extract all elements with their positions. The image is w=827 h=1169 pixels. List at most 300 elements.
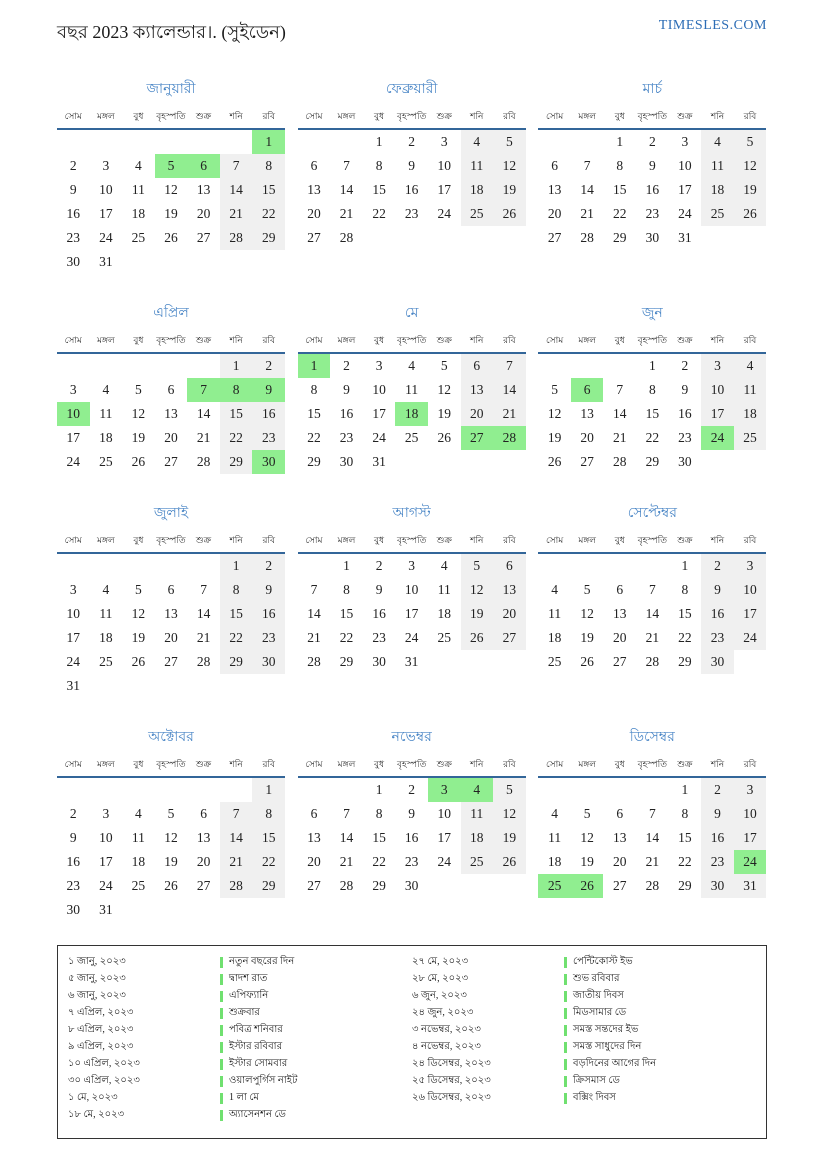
weekday-header: রবি [503,335,516,345]
day-cell: 16 [252,602,285,626]
day-cell: 5 [583,806,591,821]
legend-date: ৪ নভেম্বর, ২০২৩ [412,1041,481,1052]
day-cell: 23 [252,626,285,650]
legend-holiday-label: ওয়ালপুর্গিস নাইট [229,1075,298,1086]
legend-holiday-label: শুক্রবার [229,1007,260,1018]
weekday-header: বৃহস্পতি [637,535,668,545]
month-title: জানুয়ারী [146,82,196,97]
day-cell: 21 [196,430,211,445]
holiday-day-cell: 24 [734,850,767,874]
week-row [538,426,766,450]
day-cell: 28 [339,230,354,245]
day-cell: 24 [66,654,81,669]
day-cell: 10 [734,802,767,826]
week-row [57,178,285,202]
day-cell: 1 [343,558,350,573]
day-cell: 12 [580,606,594,621]
legend-holiday-name [220,1073,297,1090]
day-cell [461,650,494,674]
day-cell [57,778,90,802]
weekday-header: শুক্র [436,759,452,769]
legend-date: ৭ এপ্রিল, ২০২৩ [68,1007,134,1018]
day-cell: 14 [307,606,321,621]
day-cell: 5 [440,358,448,373]
day-cell: 17 [734,826,767,850]
day-cell: 7 [220,802,253,826]
day-cell: 23 [252,426,285,450]
day-cell: 29 [220,650,253,674]
day-cell [90,778,123,802]
day-cell: 27 [493,626,526,650]
weekday-header: সোম [546,759,564,769]
weekday-header: শনি [470,535,484,545]
legend-date: ৩০ এপ্রিল, ২০২৩ [68,1075,140,1086]
holiday-marker-icon [220,1042,223,1053]
day-cell: 28 [645,878,660,893]
legend-item [68,1039,412,1056]
day-cell: 13 [196,182,211,197]
day-cell: 22 [220,626,253,650]
week-row [298,554,526,578]
legend-item [68,971,412,988]
day-cell: 13 [461,378,494,402]
weekday-header: সোম [546,111,564,121]
day-cell [220,778,253,802]
weekday-header: শনি [229,335,243,345]
day-cell: 5 [461,554,494,578]
day-cell: 22 [678,854,692,869]
day-cell: 18 [131,854,146,869]
day-cell: 14 [645,606,660,621]
day-cell [330,778,363,802]
day-cell: 2 [252,554,285,578]
day-cell: 1 [375,134,383,149]
day-cell: 24 [99,878,113,893]
day-cell: 23 [678,430,692,445]
legend-holiday-label: বড়দিনের আগের দিন [573,1058,657,1069]
day-cell: 16 [339,406,354,421]
day-cell: 18 [461,826,494,850]
day-cell: 9 [408,158,416,173]
weekday-header: শনি [229,535,243,545]
day-cell: 3 [69,582,77,597]
holiday-day-cell: 6 [187,154,220,178]
day-cell [428,450,461,474]
day-cell: 19 [547,430,562,445]
weekday-header: সোম [305,335,323,345]
day-cell [603,554,636,578]
day-cell: 29 [220,450,253,474]
weekday-header: বৃহস্পতি [396,535,427,545]
day-cell: 20 [196,854,211,869]
day-cell: 25 [131,230,146,245]
week-row [57,850,285,874]
day-cell: 19 [131,630,146,645]
holiday-day-cell: 10 [57,402,90,426]
day-cell: 3 [102,158,110,173]
legend-date: ১ জানু, ২০২৩ [68,956,126,967]
weekday-header: শুক্র [436,335,452,345]
day-cell: 7 [200,582,207,597]
day-cell: 23 [339,430,354,445]
day-cell: 20 [613,630,627,645]
week-row [298,778,526,802]
legend-item [412,988,756,1005]
weekday-header: রবি [503,111,516,121]
day-cell: 19 [493,826,526,850]
legend-holiday-label: নতুন বছরের দিন [229,956,295,967]
day-cell: 6 [167,582,175,597]
day-cell: 16 [372,606,386,621]
week-row [57,674,285,698]
day-cell: 3 [375,358,383,373]
day-cell: 3 [408,558,416,573]
day-cell: 2 [408,782,416,797]
day-cell: 26 [131,654,146,669]
legend-holiday-label: মিডসামার ডে [573,1007,627,1018]
day-cell [298,130,331,154]
month-title: অক্টোবর [148,730,194,745]
day-cell: 30 [252,650,285,674]
day-cell: 25 [461,850,494,874]
weekday-header: রবি [743,535,757,545]
day-cell [603,778,636,802]
day-cell: 9 [375,582,383,597]
day-cell: 29 [339,654,354,669]
holiday-marker-icon [220,1059,223,1070]
week-row [298,354,526,378]
day-cell: 25 [734,426,767,450]
holiday-day-cell: 6 [571,378,604,402]
holiday-marker-icon [564,991,567,1002]
weekday-header: সোম [546,535,564,545]
day-cell: 13 [580,406,594,421]
day-cell: 22 [339,630,354,645]
day-cell: 5 [551,382,558,397]
day-cell: 24 [734,626,767,650]
month-title: নভেম্বর [391,730,432,745]
day-cell: 9 [343,382,350,397]
legend-item [412,1022,756,1039]
day-cell: 8 [648,382,656,397]
day-cell [734,650,767,674]
weekday-header: বুধ [374,535,385,545]
week-row [298,850,526,874]
day-cell: 21 [196,630,211,645]
week-row [57,778,285,802]
day-cell: 15 [645,406,660,421]
day-cell [428,874,461,898]
day-cell: 28 [580,230,594,245]
legend-holiday-label: জাতীয় দিবস [573,990,624,1001]
day-cell: 25 [404,430,419,445]
weekday-header: শুক্র [195,111,212,121]
holiday-marker-icon [220,1025,223,1036]
legend-holiday-name [564,1056,656,1073]
weekday-header: মঙ্গল [337,759,356,769]
day-cell: 29 [252,226,285,250]
weekday-header: শুক্র [436,111,452,121]
legend-right-column [412,954,756,1124]
day-cell: 19 [164,854,178,869]
legend-holiday-name [220,971,267,988]
day-cell: 26 [580,654,594,669]
weekday-header: মঙ্গল [337,335,356,345]
day-cell [701,450,734,474]
day-cell: 2 [701,778,734,802]
day-cell: 20 [196,206,211,221]
week-row [298,802,526,826]
week-row [538,602,766,626]
month-calendar [57,301,285,474]
day-cell [252,674,285,698]
day-cell: 16 [404,830,419,845]
day-cell: 3 [681,134,689,149]
legend-holiday-label: সমস্ত সাধুদের দিন [573,1041,642,1052]
day-cell: 23 [701,626,734,650]
day-cell: 22 [372,854,386,869]
weekday-header: মঙ্গল [97,335,115,345]
weekday-header-row [298,109,526,130]
day-cell: 19 [131,430,146,445]
day-cell [734,450,767,474]
day-cell: 8 [681,806,689,821]
legend-item [412,1005,756,1022]
legend-item [68,1107,412,1124]
day-cell: 11 [99,406,113,421]
day-cell: 21 [645,854,660,869]
legend-holiday-name [564,988,624,1005]
day-cell: 30 [701,650,734,674]
week-row [298,154,526,178]
week-row [298,402,526,426]
day-cell: 20 [164,430,178,445]
day-cell: 11 [548,830,562,845]
holiday-day-cell: 28 [493,426,526,450]
month-calendar [538,725,766,922]
day-cell: 12 [131,406,146,421]
day-cell: 16 [701,826,734,850]
day-cell: 12 [547,406,562,421]
week-row [298,578,526,602]
day-cell [155,354,188,378]
week-row [538,778,766,802]
day-cell: 10 [66,606,81,621]
day-cell: 18 [734,402,767,426]
day-cell [461,450,494,474]
day-cell [571,354,604,378]
week-row [298,626,526,650]
week-row [538,226,766,250]
day-cell [187,250,220,274]
day-cell: 10 [99,830,113,845]
day-cell: 1 [648,358,656,373]
day-cell: 23 [404,854,419,869]
legend-holiday-name [564,954,633,971]
brand-link[interactable]: TIMESLES.COM [658,18,767,33]
day-cell: 11 [734,378,767,402]
day-cell: 1 [375,782,383,797]
legend-item [412,954,756,971]
day-cell [571,778,604,802]
legend-date: ২৮ মে, ২০২৩ [412,973,469,984]
holiday-marker-icon [564,974,567,985]
day-cell: 3 [440,134,448,149]
holiday-day-cell: 27 [461,426,494,450]
day-cell: 27 [580,454,594,469]
month-title: ফেব্রুয়ারী [385,82,438,97]
day-cell: 11 [461,802,494,826]
weekday-header: মঙ্গল [97,111,115,121]
day-cell: 13 [493,578,526,602]
day-cell: 10 [701,378,734,402]
day-cell: 26 [461,626,494,650]
legend-holiday-label: ইস্টার সোমবার [229,1058,288,1069]
legend-holiday-name [220,1107,286,1124]
day-cell [493,450,526,474]
day-cell: 16 [66,206,81,221]
day-cell: 31 [99,254,113,269]
weekday-header: শুক্র [677,111,693,121]
day-cell: 9 [252,578,285,602]
day-cell: 29 [678,654,692,669]
day-cell: 30 [66,902,81,917]
day-cell [636,554,669,578]
holiday-day-cell: 1 [298,354,331,378]
day-cell: 28 [196,454,211,469]
legend-holiday-name [220,1022,283,1039]
holiday-marker-icon [220,1110,223,1121]
legend-item [68,1090,412,1107]
day-cell: 14 [645,830,660,845]
weekday-header: শনি [710,335,725,345]
legend-holiday-name [220,1090,259,1107]
day-cell: 1 [220,354,253,378]
day-cell: 7 [648,806,656,821]
day-cell [363,226,396,250]
weekday-header: শুক্র [195,759,212,769]
day-cell: 24 [437,206,451,221]
day-cell: 18 [701,178,734,202]
legend-holiday-name [220,1056,287,1073]
holiday-marker-icon [220,991,223,1002]
day-cell: 14 [196,406,211,421]
day-cell: 5 [493,778,526,802]
week-row [538,554,766,578]
legend-date: ১৮ মে, ২০২৩ [68,1109,125,1120]
day-cell [57,354,90,378]
weekday-header: মঙ্গল [578,111,597,121]
legend-date: ১ মে, ২০২৩ [68,1092,118,1103]
day-cell: 6 [616,582,624,597]
day-cell [734,226,767,250]
day-cell: 17 [437,830,451,845]
day-cell [461,874,494,898]
holiday-day-cell: 9 [252,378,285,402]
week-row [538,826,766,850]
legend-holiday-name [220,954,294,971]
day-cell [493,226,526,250]
page-header [57,18,767,49]
day-cell: 27 [547,230,562,245]
day-cell [122,554,155,578]
day-cell: 8 [375,806,383,821]
week-row [538,578,766,602]
week-row [298,178,526,202]
legend-date: ৫ জানু, ২০২৩ [68,973,126,984]
weekday-header: বৃহস্পতি [637,111,668,121]
day-cell: 25 [701,202,734,226]
day-cell: 12 [493,154,526,178]
week-row [57,202,285,226]
day-cell: 23 [404,206,419,221]
month-title: জুলাই [153,506,189,521]
weekday-header-row [57,333,285,354]
day-cell: 26 [437,430,451,445]
day-cell: 4 [102,382,110,397]
weekday-header: রবি [743,335,757,345]
legend-holiday-name [564,1073,620,1090]
day-cell: 30 [372,654,386,669]
holiday-day-cell: 3 [428,778,461,802]
weekday-header: সোম [305,535,323,545]
weekday-header: বৃহস্পতি [156,535,186,545]
weekday-header: মঙ্গল [337,111,356,121]
weekday-header: বৃহস্পতি [637,759,668,769]
weekday-header: বৃহস্পতি [156,759,186,769]
weekday-header: মঙ্গল [97,535,115,545]
week-row [298,650,526,674]
weekday-header: বুধ [133,111,144,121]
day-cell: 10 [437,806,451,821]
day-cell: 23 [66,878,81,893]
weekday-header: বুধ [374,759,385,769]
weekday-header-row [538,757,766,778]
weekday-header-row [57,109,285,130]
day-cell [187,554,220,578]
day-cell [428,226,461,250]
week-row [298,226,526,250]
month-calendar [57,725,285,922]
day-cell: 10 [437,158,451,173]
day-cell: 9 [408,806,416,821]
day-cell [57,554,90,578]
day-cell [330,130,363,154]
weekday-header: বুধ [614,535,625,545]
day-cell: 19 [734,178,767,202]
day-cell [636,778,669,802]
weekday-header-row [298,333,526,354]
weekday-header-row [538,109,766,130]
day-cell [122,674,155,698]
holiday-day-cell: 8 [220,378,253,402]
day-cell [571,130,604,154]
day-cell: 26 [131,454,146,469]
day-cell: 2 [375,558,383,573]
holiday-marker-icon [564,1042,567,1053]
weekday-header: শুক্র [677,759,693,769]
day-cell: 18 [547,854,562,869]
day-cell: 19 [580,854,594,869]
day-cell: 17 [701,402,734,426]
day-cell: 3 [734,778,767,802]
day-cell: 4 [551,806,558,821]
weekday-header-row [298,533,526,554]
month-title: সেপ্টেম্বর [627,506,677,521]
day-cell [155,250,188,274]
legend-date: ১০ এপ্রিল, ২০২৩ [68,1058,140,1069]
legend-date: ২৭ মে, ২০২৩ [412,956,469,967]
